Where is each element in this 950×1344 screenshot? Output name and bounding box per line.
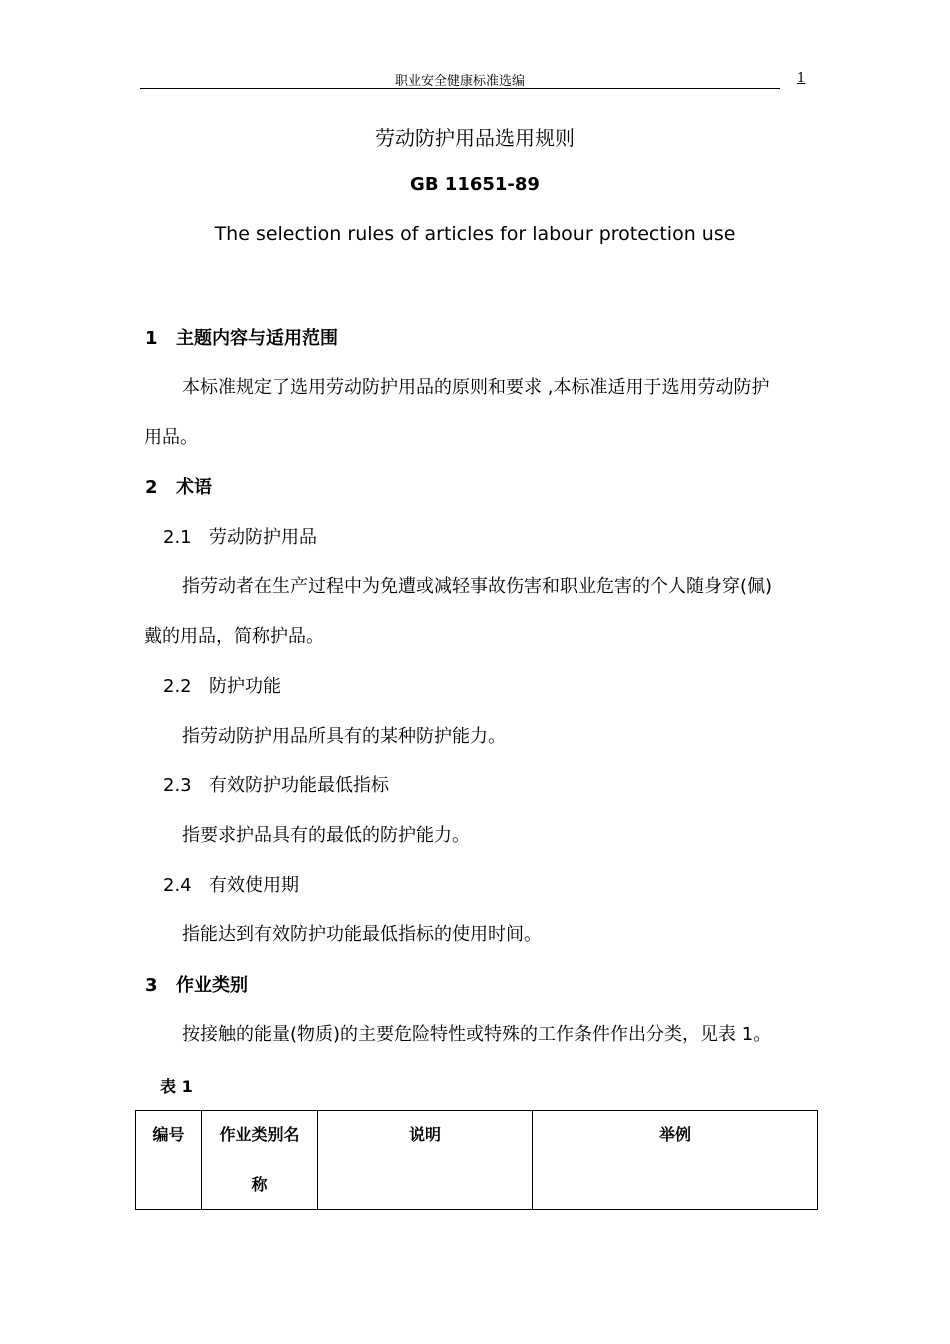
document-title: 劳动防护用品选用规则 [375, 126, 575, 150]
subsection-number: 2.2 [163, 676, 192, 697]
section-number: 1 [145, 328, 158, 349]
subsection-heading-2-2 [163, 672, 281, 698]
header-cell-description: 说明 [318, 1111, 533, 1210]
subsection-number: 2.3 [163, 775, 192, 796]
subsection-heading-2-1 [163, 523, 317, 549]
table-caption: 表 1 [160, 1077, 193, 1096]
running-header: 职业安全健康标准选编 [394, 74, 525, 89]
section-number: 2 [145, 477, 158, 498]
header-cell-number: 编号 [136, 1111, 202, 1210]
header-rule [140, 88, 780, 89]
subsection-number: 2.4 [163, 875, 192, 896]
definition-line: 指能达到有效防护功能最低指标的使用时间。 [182, 924, 542, 945]
header-text-line: 作业类别名 [219, 1125, 300, 1144]
section-title: 主题内容与适用范围 [176, 328, 338, 349]
definition-line: 指劳动者在生产过程中为免遭或减轻事故伤害和职业危害的个人随身穿(佩) [182, 576, 773, 597]
section-number: 3 [145, 975, 158, 996]
header-cell-example: 举例 [533, 1111, 818, 1210]
definition-line: 戴的用品，简称护品。 [144, 626, 324, 647]
section-title: 术语 [176, 477, 212, 498]
definition-line: 指要求护品具有的最低的防护能力。 [182, 825, 470, 846]
paragraph-line: 用品。 [144, 427, 198, 448]
table-header-row [136, 1111, 818, 1210]
section-heading-1 [145, 324, 338, 350]
section-heading-3 [145, 971, 248, 997]
subsection-heading-2-4 [163, 871, 299, 897]
standard-code: GB 11651-89 [410, 174, 540, 195]
subsection-number: 2.1 [163, 527, 192, 548]
section-heading-2 [145, 473, 212, 499]
paragraph-line: 按接触的能量(物质)的主要危险特性或特殊的工作条件作出分类，见表 1。 [182, 1024, 772, 1045]
definition-line: 指劳动防护用品所具有的某种防护能力。 [182, 726, 506, 747]
subsection-heading-2-3 [163, 771, 389, 797]
subsection-title: 防护功能 [209, 676, 281, 697]
english-title: The selection rules of articles for labour protection use [214, 223, 736, 245]
page-number: 1 [797, 71, 806, 86]
subsection-title: 有效使用期 [209, 875, 299, 896]
paragraph-line: 本标准规定了选用劳动防护用品的原则和要求 ,本标准适用于选用劳动防护 [182, 377, 770, 398]
work-category-table [135, 1110, 818, 1210]
section-title: 作业类别 [176, 975, 248, 996]
subsection-title: 有效防护功能最低指标 [209, 775, 389, 796]
header-cell-category-name [202, 1111, 318, 1210]
header-text-line: 称 [251, 1175, 268, 1194]
subsection-title: 劳动防护用品 [209, 527, 317, 548]
